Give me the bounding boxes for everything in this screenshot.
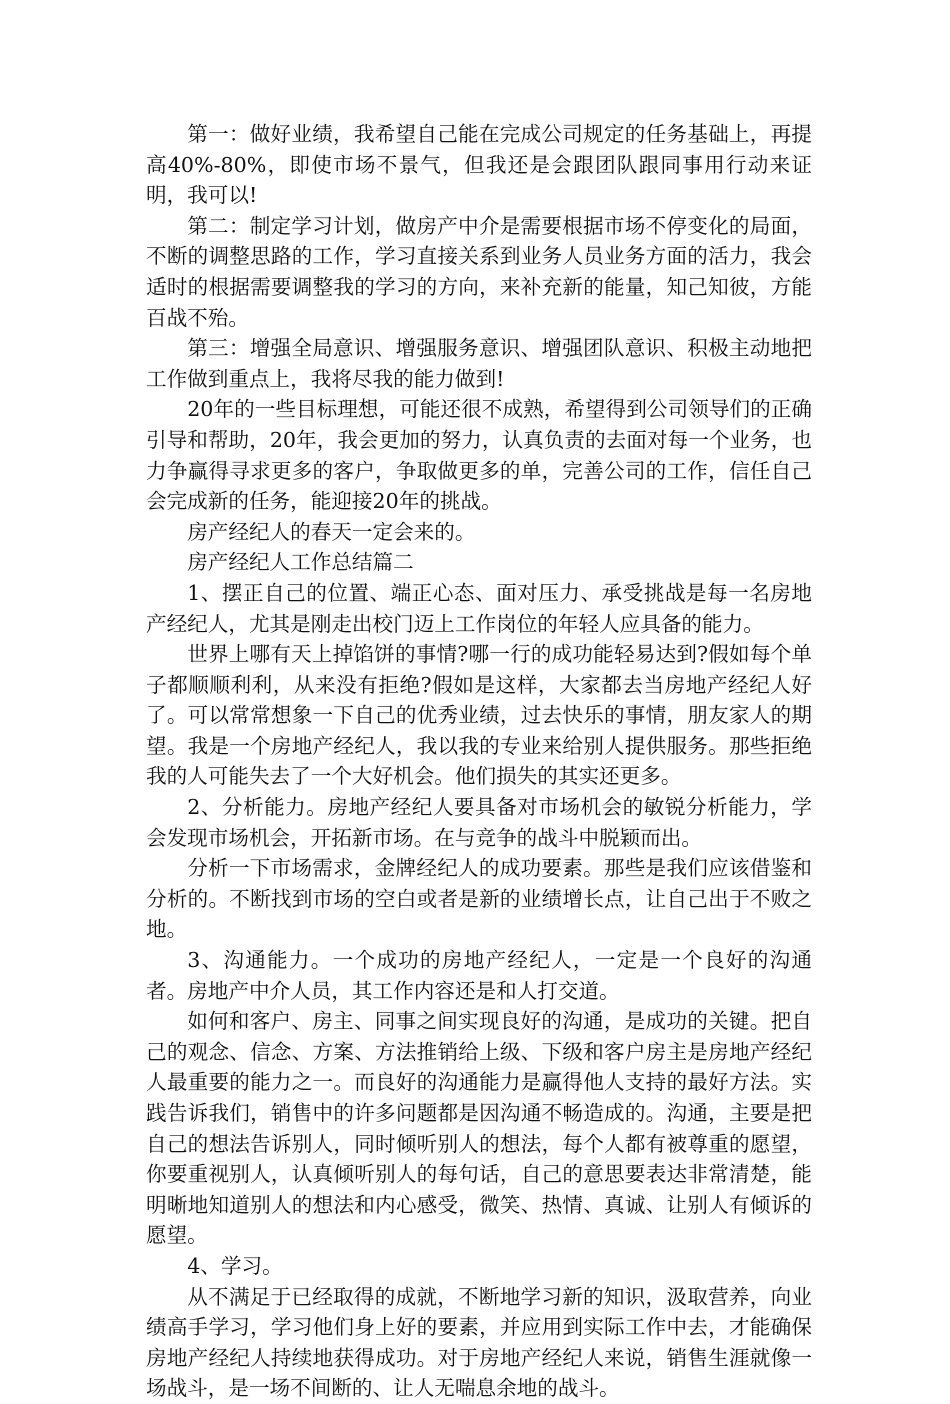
paragraph-point-4-detail: 从不满足于已经取得的成就，不断地学习新的知识，汲取营养，向业绩高手学习，学习他们身上好的要素，并应用到实际工作中去，才能确保房地产经纪人持续地获得成功。对于房地产经纪人来说，销售生涯就像一场战斗，是一场不间断的、让人无喘息余地的战斗。 xyxy=(146,1284,812,1401)
paragraph-point-4: 4、学习。 xyxy=(187,1253,283,1278)
paragraph-point-1-detail: 世界上哪有天上掉馅饼的事情?哪一行的成功能轻易达到?假如每个单子都顺顺利利，从来没有拒绝?假如是这样，大家都去当房地产经纪人好了。可以常常想象一下自己的优秀业绩，过去快乐的事情，朋友家人的期望。我是一个房地产经纪人，我以我的专业来给别人提供服务。那些拒绝我的人可能失去了一个大好机会。他们损失的其实还更多。 xyxy=(146,642,812,789)
section-heading: 房产经纪人工作总结篇二 xyxy=(187,550,414,575)
paragraph-goal-3: 第三：增强全局意识、增强服务意识、增强团队意识、积极主动地把工作做到重点上，我将尽我的能力做到! xyxy=(146,336,812,391)
paragraph-goal-1: 第一：做好业绩，我希望自己能在完成公司规定的任务基础上，再提高40%-80%，即使市场不景气，但我还是会跟团队跟同事用行动来证明，我可以! xyxy=(146,122,812,208)
paragraph-spring: 房产经纪人的春天一定会来的。 xyxy=(187,519,476,544)
paragraph-point-3: 3、沟通能力。一个成功的房地产经纪人，一定是一个良好的沟通者。房地产中介人员，其工作内容还是和人打交道。 xyxy=(146,948,812,1003)
paragraph-outlook: 20年的一些目标理想，可能还很不成熟，希望得到公司领导们的正确引导和帮助，20年，我会更加的努力，认真负责的去面对每一个业务，也力争赢得寻求更多的客户，争取做更多的单，完善公司的工作，信任自己会完成新的任务，能迎接20年的挑战。 xyxy=(146,397,812,514)
paragraph-point-2: 2、分析能力。房地产经纪人要具备对市场机会的敏锐分析能力，学会发现市场机会，开拓新市场。在与竞争的战斗中脱颖而出。 xyxy=(146,795,812,850)
paragraph-point-1: 1、摆正自己的位置、端正心态、面对压力、承受挑战是每一名房地产经纪人，尤其是刚走出校门迈上工作岗位的年轻人应具备的能力。 xyxy=(146,580,812,636)
document-body xyxy=(146,119,812,1404)
paragraph-goal-2: 第二：制定学习计划，做房产中介是需要根据市场不停变化的局面，不断的调整思路的工作，学习直接关系到业务人员业务方面的活力，我会适时的根据需要调整我的学习的方向，来补充新的能量，知己知彼，方能百战不殆。 xyxy=(146,213,812,330)
paragraph-point-2-detail: 分析一下市场需求，金牌经纪人的成功要素。那些是我们应该借鉴和分析的。不断找到市场的空白或者是新的业绩增长点，让自己出于不败之地。 xyxy=(146,856,812,942)
paragraph-point-3-detail: 如何和客户、房主、同事之间实现良好的沟通，是成功的关键。把自己的观念、信念、方案、方法推销给上级、下级和客户房主是房地产经纪人最重要的能力之一。而良好的沟通能力是赢得他人支持的最好方法。实践告诉我们，销售中的许多问题都是因沟通不畅造成的。沟通，主要是把自己的想法告诉别人，同时倾听别人的想法，每个人都有被尊重的愿望，你要重视别人，认真倾听别人的每句话，自己的意思要表达非常清楚，能明晰地知道别人的想法和内心感受，微笑、热情、真诚、让别人有倾诉的愿望。 xyxy=(146,1009,812,1248)
